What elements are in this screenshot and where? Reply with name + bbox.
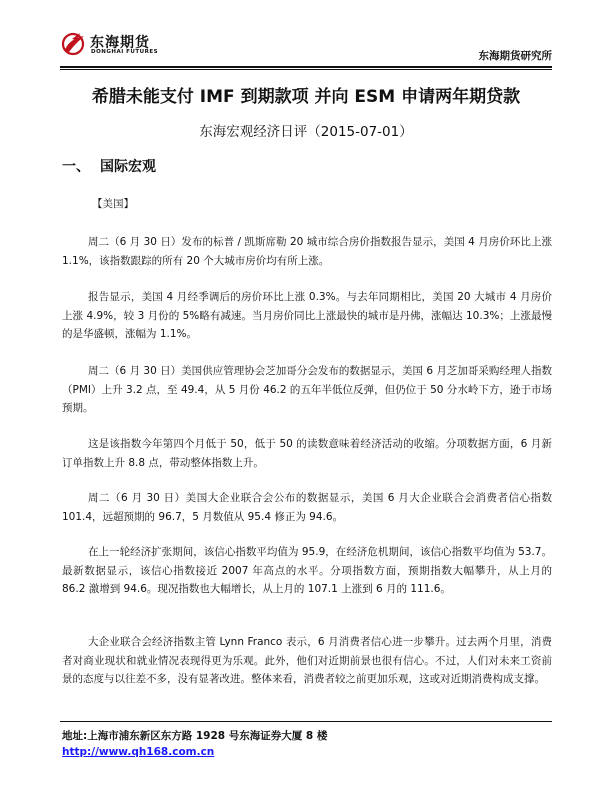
header-divider — [60, 66, 552, 68]
section-number: 一、 — [62, 159, 90, 175]
section-label: 国际宏观 — [100, 159, 156, 175]
paragraph: 周二（6 月 30 日）发布的标普 / 凯斯席勒 20 城市综合房价指数报告显示，美国 4 月房价环比上涨 1.1%，该指数跟踪的所有 20 个大城市房价均有所上涨。 — [62, 236, 552, 267]
footer-website-link[interactable]: http://www.qh168.com.cn — [62, 746, 215, 758]
dragon-logo-icon — [60, 30, 88, 58]
logo-english-text: DONGHAI FUTURES — [91, 49, 159, 55]
paragraph: 周二（6 月 30 日）美国供应管理协会芝加哥分会发布的数据显示，美国 6 月芝加哥采购经理人指数（PMI）上升 3.2 点，至 49.4，从 5 月份 46.2 的五年半低位反弹，但仍位于 50 分水岭下方，逊于市场预期。 — [62, 365, 552, 414]
paragraph: 大企业联合会经济指数主管 Lynn Franco 表示，6 月消费者信心进一步攀升。过去两个月里，消费者对商业现状和就业情况表现得更为乐观。此外，他们对近期前景也很有信心。不过，人们对未来工资前景的态度与以往差不多，没有显著改进。整体来看，消费者较之前更加乐观，这或对近期消费构成支撑。 — [62, 636, 552, 685]
header-institute-label: 东海期货研究所 — [478, 50, 552, 62]
page-header — [60, 30, 552, 70]
paragraph: 报告显示，美国 4 月经季调后的房价环比上涨 0.3%。与去年同期相比，美国 20 大城市 4 月房价上涨 4.9%，较 3 月份的 5%略有减速。当月房价同比上涨最快的城市是丹佛，涨幅达 10.3%；上涨最慢的是华盛顿，涨幅为 1.1%。 — [62, 291, 552, 340]
page-title: 希腊未能支付 IMF 到期款项 并向 ESM 申请两年期贷款 — [91, 87, 521, 107]
region-tag: 【美国】 — [92, 198, 134, 210]
company-logo — [60, 30, 180, 62]
paragraph: 周二（6 月 30 日）美国大企业联合会公布的数据显示，美国 6 月大企业联合会消费者信心指数 101.4，远超预期的 96.7，5 月数值从 95.4 修正为 94.6。 — [62, 492, 552, 523]
logo-chinese-text: 东海期货 — [90, 35, 150, 51]
section-heading — [62, 156, 156, 176]
footer-address: 地址:上海市浦东新区东方路 1928 号东海证券大厦 8 楼 — [62, 730, 328, 742]
page-subtitle: 东海宏观经济日评（2015-07-01） — [199, 124, 413, 140]
header-divider-thin — [60, 69, 552, 70]
paragraph: 在上一轮经济扩张期间，该信心指数平均值为 95.9，在经济危机期间，该信心指数平均值为 53.7。最新数据显示，该信心指数接近 2007 年高点的水平。分项指数方面，预期指数大幅攀升，从上月的 86.2 激增到 94.6。现况指数也大幅增长，从上月的 107.1 上涨到 6 月的 111.6。 — [62, 546, 552, 595]
footer-divider — [60, 721, 552, 722]
paragraph: 这是该指数今年第四个月低于 50，低于 50 的读数意味着经济活动的收缩。分项数据方面，6 月新订单指数上升 8.8 点，带动整体指数上升。 — [62, 438, 552, 469]
